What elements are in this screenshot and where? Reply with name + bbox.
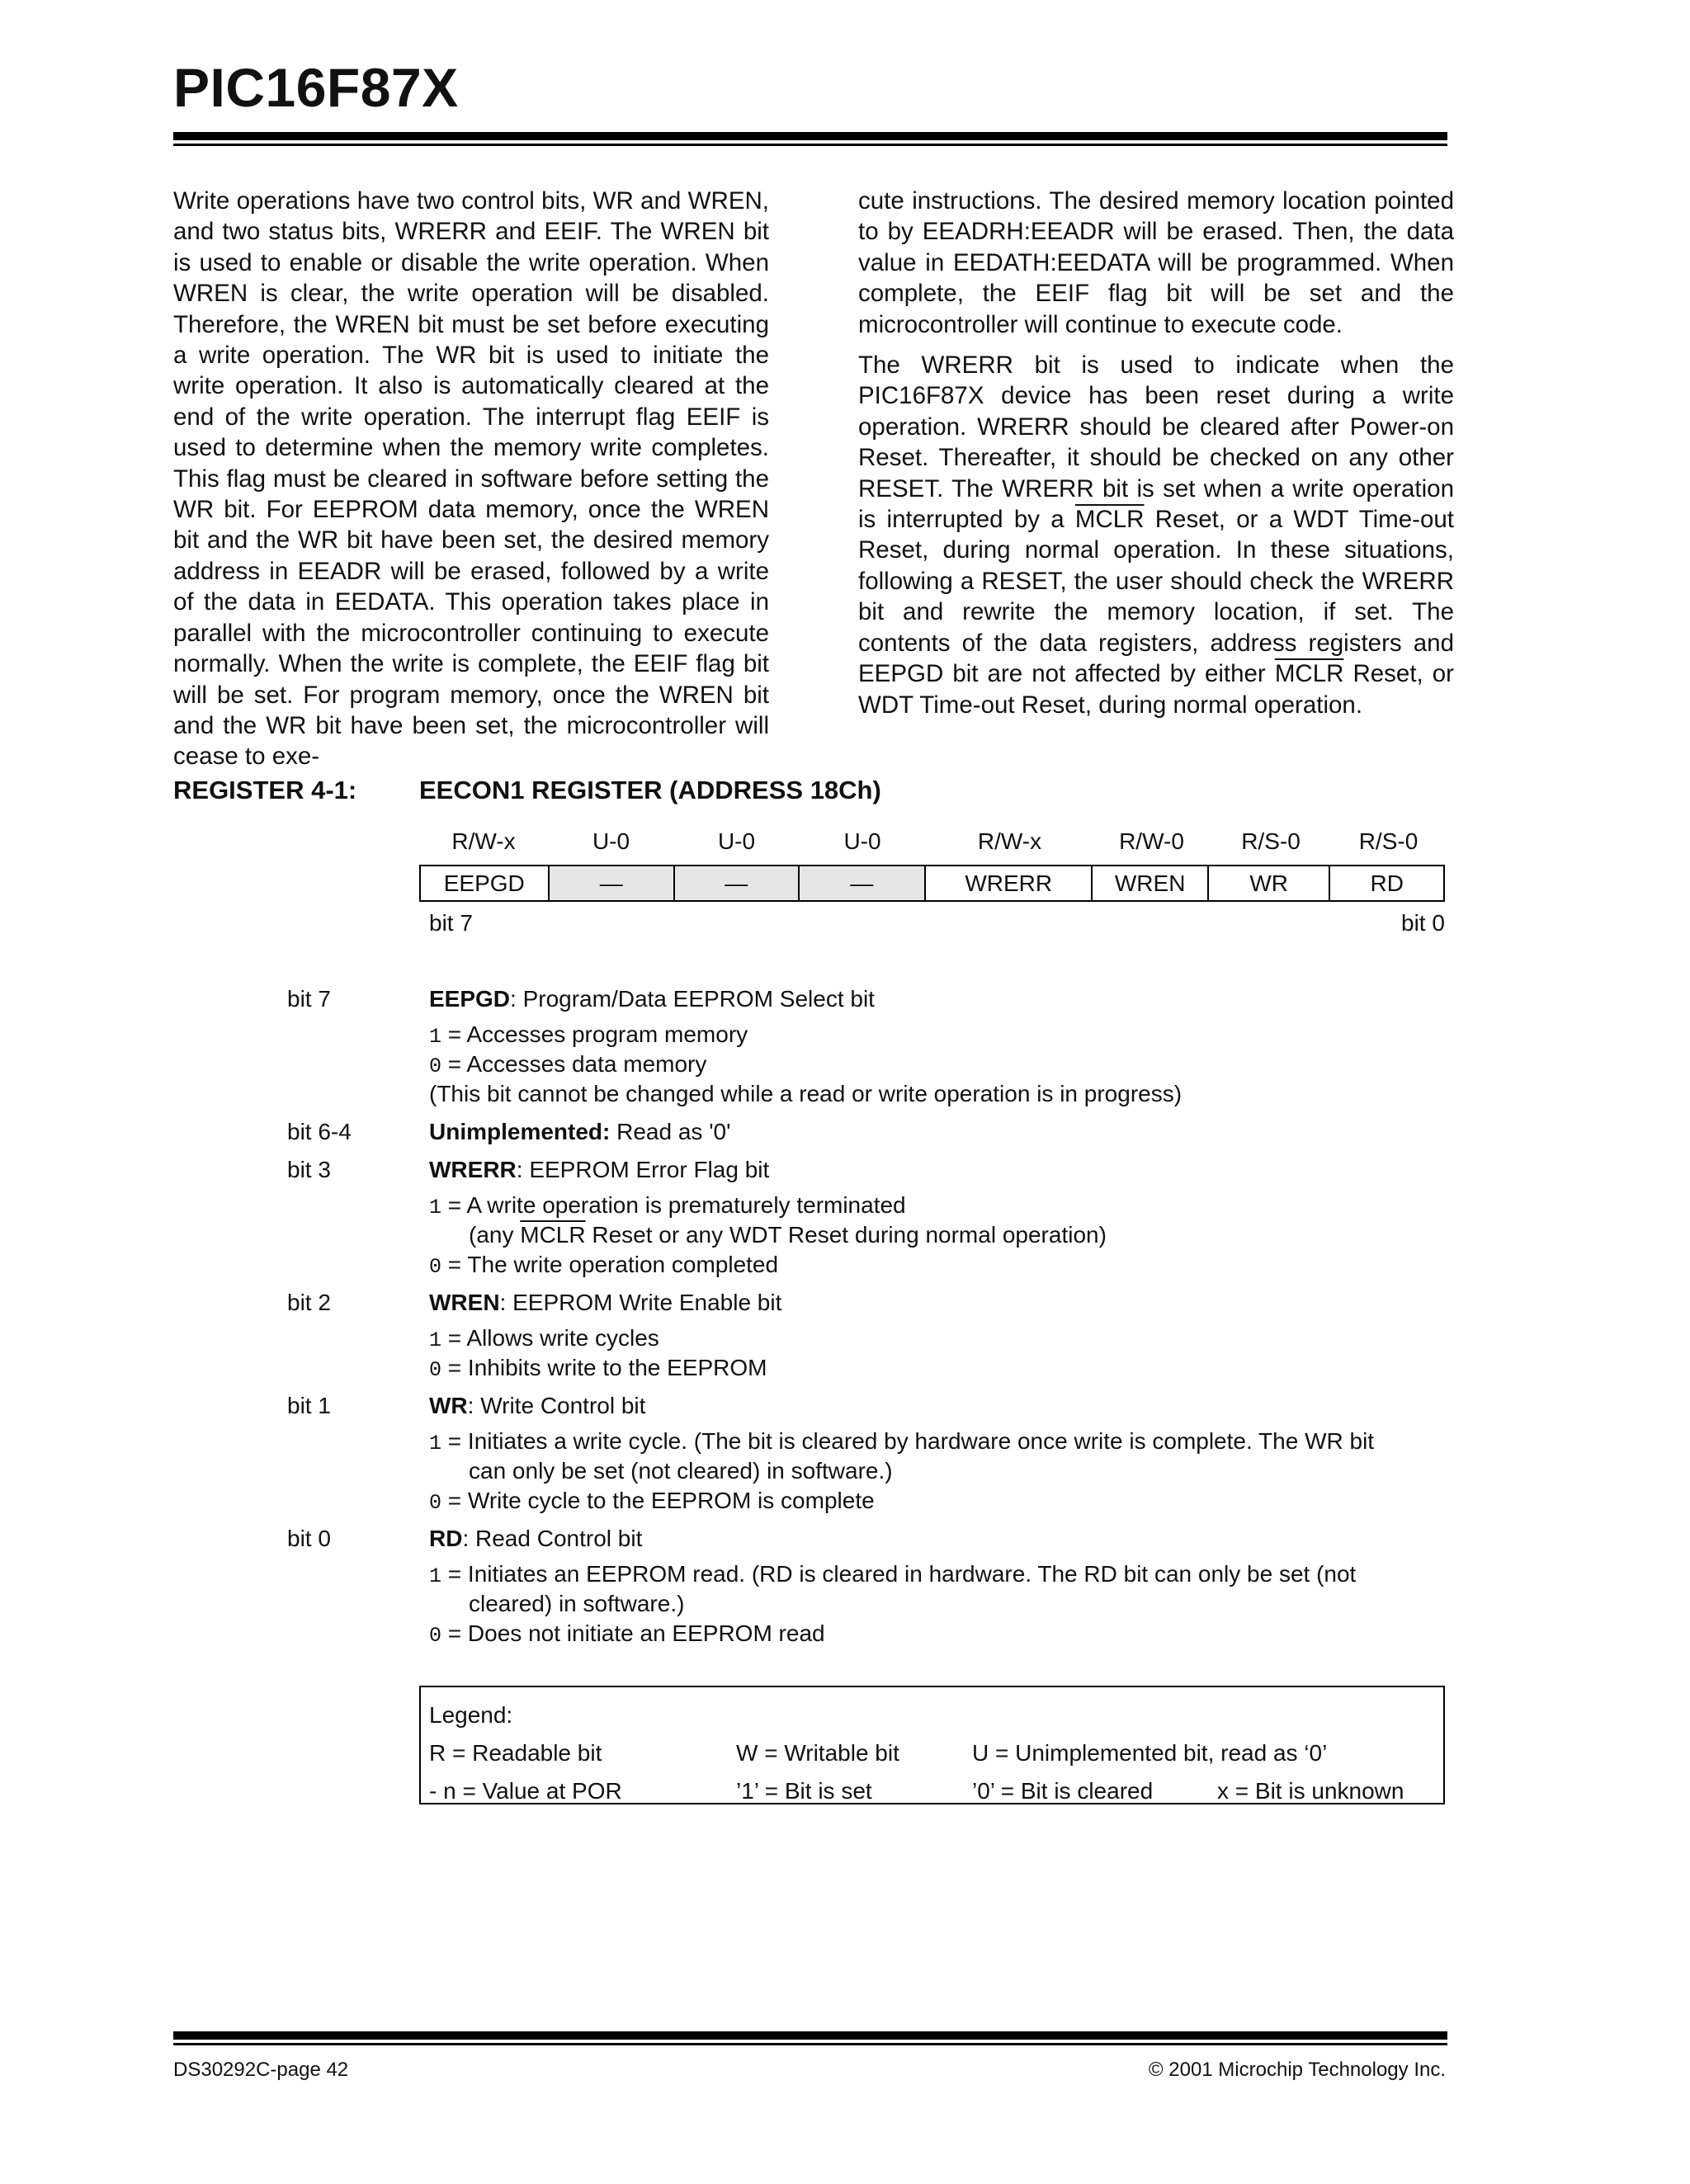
right-column <box>858 186 1454 720</box>
bit-note: (This bit cannot be changed while a read or write operation is in progress) <box>429 1081 1183 1106</box>
left-paragraph: Write operations have two control bits, WR and WREN, and two status bits, WRERR and EEIF. The WREN bit is used to enable or disable the write operation. When WREN is clear, the write operation will be disabled. Therefore, the WREN bit must be set before executing a write operation. The WR bit is used to initiate the write operation. It also is automatically cleared at the end of the write operation. The interrupt flag EEIF is used to determine when the memory write completes. This flag must be cleared in software before setting the WR bit. For EEPROM data memory, once the WREN bit and the WR bit have been set, the desired memory address in EEADR will be erased, followed by a write of the data in EEDATA. This operation takes place in parallel with the microcontroller continuing to execute normally. When the write is complete, the EEIF flag bit will be set. For program memory, once the WREN bit and the WR bit have been set, the microcontroller will cease to exe- <box>173 187 769 771</box>
bit-option: 1 = Initiates a write cycle. (The bit is cleared by hardware once write is complete. The WR bit <box>429 1428 1375 1455</box>
bit-cell-unimplemented: — <box>675 866 800 900</box>
bit-attribute: R/S-0 <box>1241 828 1301 854</box>
bit-attribute: U-0 <box>843 828 881 854</box>
bit-option: 1 = A write operation is prematurely terminated <box>429 1192 906 1219</box>
bit-number: bit 0 <box>287 1526 331 1551</box>
bit-description: EEPGD: Program/Data EEPROM Select bit <box>429 986 875 1012</box>
bit-option: 1 = Accesses program memory <box>429 1021 748 1049</box>
bit-attribute: R/W-0 <box>1119 828 1184 854</box>
footer-copyright: © 2001 Microchip Technology Inc. <box>1148 2059 1446 2081</box>
legend-item: ’0’ = Bit is cleared <box>972 1778 1154 1804</box>
bit-description: RD: Read Control bit <box>429 1526 643 1551</box>
bit-attribute: U-0 <box>717 828 756 854</box>
bit-cell-unimplemented: — <box>550 866 676 900</box>
legend-box <box>419 1686 1445 1804</box>
bit-cell-rd: RD <box>1370 870 1404 896</box>
bit-option: 0 = Does not initiate an EEPROM read <box>429 1620 825 1648</box>
legend-item: R = Readable bit <box>429 1740 602 1766</box>
bit-cell-wr: WR <box>1209 866 1331 900</box>
bit-high-label: bit 7 <box>429 910 473 936</box>
bit-description: Unimplemented: Read as '0' <box>429 1119 731 1144</box>
bit-description: WRERR: EEPROM Error Flag bit <box>429 1157 770 1182</box>
footer-rule-thin <box>173 2043 1447 2045</box>
legend-item: ’1’ = Bit is set <box>736 1778 872 1804</box>
bit-number: bit 2 <box>287 1290 331 1315</box>
legend-item: - n = Value at POR <box>429 1778 622 1804</box>
bit-number: bit 7 <box>287 986 331 1012</box>
bit-cell-wren: WREN <box>1093 866 1209 900</box>
mclr-overline: MCLR <box>1074 506 1145 534</box>
bit-number: bit 1 <box>287 1393 331 1418</box>
bit-description: WR: Write Control bit <box>429 1393 646 1418</box>
mclr-overline: MCLR <box>1274 660 1344 688</box>
legend-item: U = Unimplemented bit, read as ‘0’ <box>972 1740 1328 1766</box>
legend-item: W = Writable bit <box>736 1740 899 1766</box>
bit-number: bit 3 <box>287 1157 331 1182</box>
bit-option: 1 = Initiates an EEPROM read. (RD is cleared in hardware. The RD bit can only be set (not <box>429 1561 1357 1588</box>
legend-item: x = Bit is unknown <box>1217 1778 1404 1804</box>
legend-title: Legend: <box>429 1702 513 1728</box>
register-title: EECON1 REGISTER (ADDRESS 18Ch) <box>419 776 881 804</box>
register-label: REGISTER 4-1: <box>173 776 357 804</box>
right-paragraph-1: cute instructions. The desired memory location pointed to by EEADRH:EEADR will be erased. Then, the data value in EEDATH:EEDATA will be programmed. When complete, the EEIF flag bit will be set and the microcontroller will continue to execute code. <box>858 187 1454 338</box>
bit-attribute: U-0 <box>592 828 630 854</box>
bit-option-continuation: can only be set (not cleared) in software.) <box>469 1458 893 1484</box>
bit-low-label: bit 0 <box>1401 910 1445 936</box>
bit-attribute: R/W-x <box>451 828 516 854</box>
footer-rule-thick <box>173 2031 1447 2040</box>
bit-cell-eepgd: EEPGD <box>421 866 550 900</box>
footer-page-number: DS30292C-page 42 <box>173 2059 349 2081</box>
header-rule-thin <box>173 144 1447 146</box>
left-column <box>173 186 769 772</box>
bit-cell-unimplemented: — <box>800 866 927 900</box>
bit-option-continuation: cleared) in software.) <box>469 1591 685 1616</box>
bit-option: 0 = Accesses data memory <box>429 1051 707 1078</box>
header-rule-thick <box>173 132 1447 140</box>
register-bit-table <box>419 865 1445 902</box>
bit-number: bit 6-4 <box>287 1119 352 1144</box>
bit-attribute: R/W-x <box>977 828 1042 854</box>
bit-cell-wrerr: WRERR <box>926 866 1093 900</box>
right-paragraph-2: The WRERR bit is used to indicate when the PIC16F87X device has been reset during a write operation. WRERR should be cleared after Power-on Reset. Thereafter, it should be checked on any other RESET. The WRERR bit is set when a write operation is interrupted by a MCLR Reset, or a WDT Time-out Reset, during normal operation. In these situations, following a RESET, the user should check the WRERR bit and rewrite the memory location, if set. The contents of the data registers, address registers and EEPGD bit are not affected by either MCLR Reset, or WDT Time-out Reset, during normal operation. <box>858 351 1454 719</box>
bit-option: 0 = Inhibits write to the EEPROM <box>429 1355 767 1382</box>
page-title: PIC16F87X <box>173 57 459 118</box>
bit-option: 0 = The write operation completed <box>429 1252 779 1279</box>
bit-option: 0 = Write cycle to the EEPROM is complete <box>429 1488 875 1515</box>
bit-description: WREN: EEPROM Write Enable bit <box>429 1290 782 1315</box>
bit-attribute: R/S-0 <box>1358 828 1419 854</box>
bit-option: 1 = Allows write cycles <box>429 1325 659 1352</box>
bit-option-continuation: (any MCLR Reset or any WDT Reset during normal operation) <box>469 1222 1107 1248</box>
